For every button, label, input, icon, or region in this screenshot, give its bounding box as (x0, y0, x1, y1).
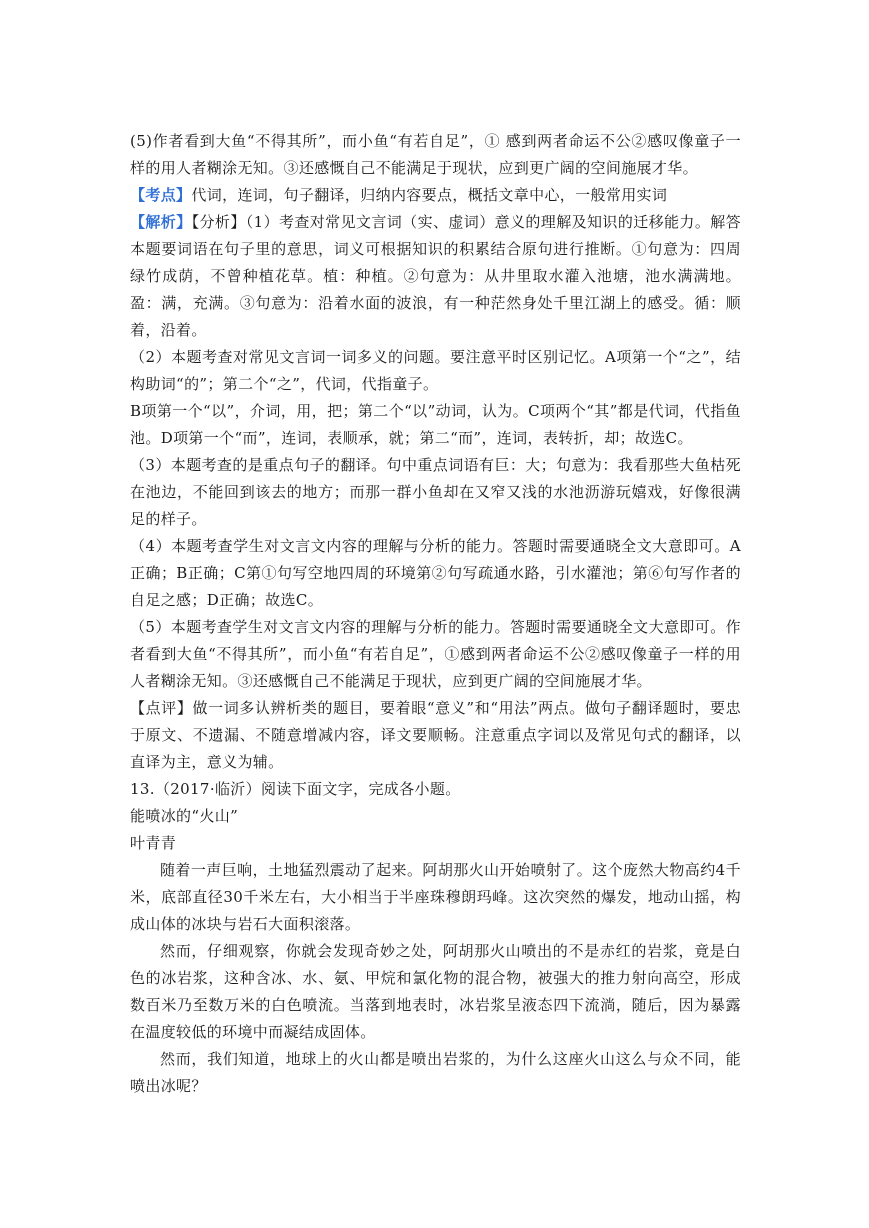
analysis-4: （4）本题考查学生对文言文内容的理解与分析的能力。答题时需要通晓全文大意即可。A正确；B正确；C第①句写空地四周的环境第②句写疏通水路，引水灌池；第⑥句写作者的自足之感；D正确；故选C。 (130, 537, 741, 609)
fenxi-label: 【分析】 (191, 213, 246, 231)
kaodian-text: 代词，连词，句子翻译，归纳内容要点，概括文章中心，一般常用实词 (191, 186, 668, 204)
jiexi-tag: 【解析】 (130, 213, 192, 231)
analysis-3: （3）本题考查的是重点句子的翻译。句中重点词语有巨：大；句意为：我看那些大鱼枯死在池边，不能回到该去的地方；而那一群小鱼却在又窄又浅的水池沥游玩嬉戏，好像很满足的样子。 (130, 456, 741, 528)
analysis-5: （5）本题考查学生对文言文内容的理解与分析的能力。答题时需要通晓全文大意即可。作者看到大鱼“不得其所”，而小鱼“有若自足”，①感到两者命运不公②感叹像童子一样的用人者糊涂无知。③还感慨自己不能满足于现状，应到更广阔的空间施展才华。 (130, 618, 741, 690)
document-page (130, 128, 741, 1100)
article-title: 能喷冰的“火山” (130, 807, 239, 825)
analysis-2: （2）本题考查对常见文言词一词多义的问题。要注意平时区别记忆。A项第一个“之”，结构助词“的”；第二个“之”，代词，代指童子。 (130, 348, 741, 393)
kaodian-tag: 【考点】 (130, 186, 192, 204)
jiexi-paragraph (130, 209, 741, 344)
article-paragraph-2: 然而，仔细观察，你就会发现奇妙之处，阿胡那火山喷出的不是赤红的岩浆，竟是白色的冰岩浆，这种含冰、水、氨、甲烷和氯化物的混合物，被强大的推力射向高空，形成数百米乃至数万米的白色喷流。当落到地表时，冰岩浆呈液态四下流淌，随后，因为暴露在温度较低的环境中而凝结成固体。 (130, 942, 741, 1041)
analysis-2-options: B项第一个“以”，介词，用，把；第二个“以”动词，认为。C项两个“其”都是代词，代指鱼池。D项第一个“而”，连词，表顺承，就；第二“而”，连词，表转折，却；故选C。 (130, 402, 741, 447)
dianping-tag: 【点评】 (130, 699, 193, 717)
jiexi-text: （1）考查对常见文言词（实、虚词）意义的理解及知识的迁移能力。解答本题要词语在句子里的意思，词义可根据知识的积累结合原句进行推断。①句意为：四周绿竹成荫，不曾种植花草。植：种植。②句意为：从井里取水灌入池塘，池水满满地。盈：满，充满。③句意为：沿着水面的波浪，有一种茫然身处千里江湖上的感受。循：顺着，沿着。 (130, 213, 741, 339)
article-author: 叶青青 (130, 834, 177, 852)
dianping-line (130, 695, 741, 776)
q5-answer: (5)作者看到大鱼“不得其所”，而小鱼“有若自足”，① 感到两者命运不公②感叹像童子一样的用人者糊涂无知。③还感慨自己不能满足于现状，应到更广阔的空间施展才华。 (130, 132, 741, 177)
article-paragraph-3: 然而，我们知道，地球上的火山都是喷出岩浆的，为什么这座火山这么与众不同，能喷出冰呢？ (130, 1050, 741, 1095)
dianping-text: 做一词多认辨析类的题目，要着眼“意义”和“用法”两点。做句子翻译题时，要忠于原文、不遗漏、不随意增减内容，译文要顺畅。注意重点字词以及常见句式的翻译，以直译为主，意义为辅。 (130, 699, 741, 771)
kaodian-line (130, 182, 741, 209)
article-paragraph-1: 随着一声巨响，土地猛烈震动了起来。阿胡那火山开始喷射了。这个庞然大物高约4千米，底部直径30千米左右，大小相当于半座珠穆朗玛峰。这次突然的爆发，地动山摇，构成山体的冰块与岩石大面积滚落。 (130, 861, 741, 933)
question-13-stem: 13.（2017·临沂）阅读下面文字，完成各小题。 (130, 780, 461, 798)
